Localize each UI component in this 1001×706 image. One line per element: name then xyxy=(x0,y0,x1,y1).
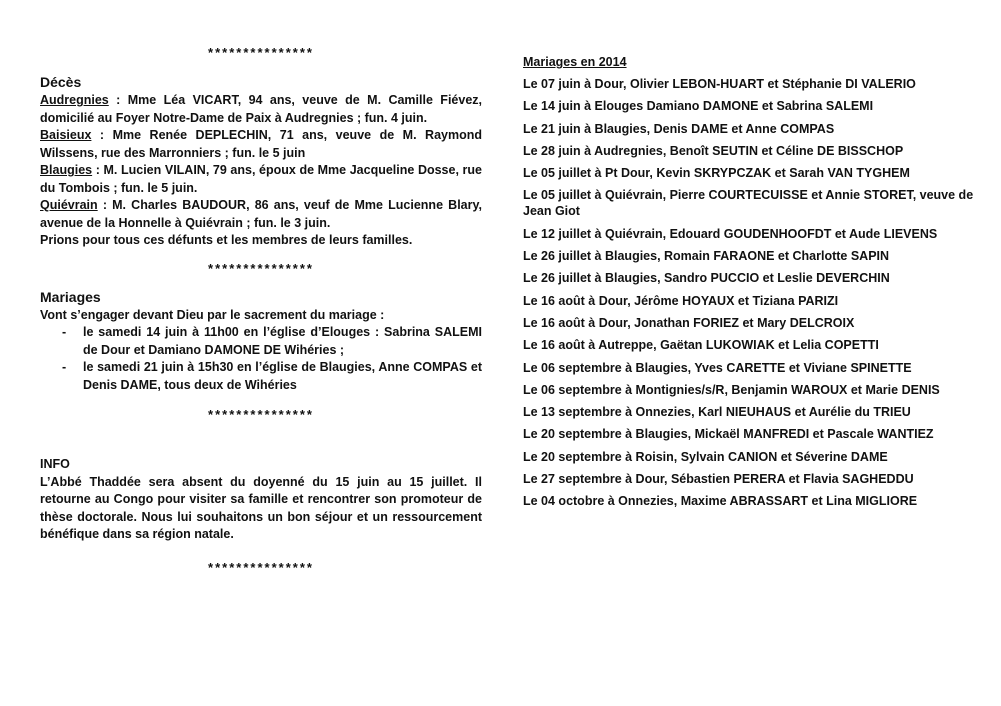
mariage-2014-item: Le 04 octobre à Onnezies, Maxime ABRASSART et Lina MIGLIORE xyxy=(523,494,918,509)
deces-text: : Mme Renée DEPLECHIN, 71 ans, veuve de M. Raymond Wilssens, rue des Marronniers ; fun. le 5 juin xyxy=(40,128,482,160)
deces-text: : M. Lucien VILAIN, 79 ans, époux de Mme Jacqueline Dosse, rue du Tombois ; fun. le 5 juin. xyxy=(40,163,482,195)
left-column xyxy=(40,44,482,577)
mariage-2014-item: Le 06 septembre à Blaugies, Yves CARETTE et Viviane SPINETTE xyxy=(523,360,912,375)
deces-text: : M. Charles BAUDOUR, 86 ans, veuf de Mme Lucienne Blary, avenue de la Honnelle à Quiévrain ; fun. le 3 juin. xyxy=(40,198,482,230)
mariage-2014-item: Le 05 juillet à Quiévrain, Pierre COURTECUISSE et Annie STORET, veuve de Jean Giot xyxy=(523,188,974,219)
deces-place: Audregnies xyxy=(40,93,109,107)
info-heading: INFO xyxy=(40,457,70,471)
mariages-intro: Vont s’engager devant Dieu par le sacrement du mariage : xyxy=(40,307,385,322)
mariage-2014-item: Le 20 septembre à Blaugies, Mickaël MANFREDI et Pascale WANTIEZ xyxy=(523,427,934,442)
dash-bullet: - xyxy=(62,360,67,374)
mariage-2014-item: Le 16 août à Dour, Jonathan FORIEZ et Mary DELCROIX xyxy=(523,315,855,330)
separator-4: *************** xyxy=(208,559,314,575)
mariages-2014-title: Mariages en 2014 xyxy=(523,55,627,69)
right-column xyxy=(523,54,983,516)
deces-text: : Mme Léa VICART, 94 ans, veuve de M. Camille Fiévez, domicilié au Foyer Notre-Dame de Paix à Audregnies ; fun. 4 juin. xyxy=(40,93,482,125)
mariage-item-1 xyxy=(40,324,482,359)
separator-2: *************** xyxy=(208,260,314,276)
deces-entry-baisieux xyxy=(40,127,482,162)
mariage-item-text: le samedi 14 juin à 11h00 en l’église d’Elouges : Sabrina SALEMI de Dour et Damiano DAMONE DE Wihéries ; xyxy=(83,325,482,357)
mariage-2014-item: Le 05 juillet à Pt Dour, Kevin SKRYPCZAK et Sarah VAN TYGHEM xyxy=(523,166,910,181)
deces-entry-blaugies xyxy=(40,162,482,197)
mariage-2014-item: Le 16 août à Autreppe, Gaëtan LUKOWIAK et Lelia COPETTI xyxy=(523,338,879,353)
mariage-2014-item: Le 14 juin à Elouges Damiano DAMONE et Sabrina SALEMI xyxy=(523,99,874,114)
deces-place: Blaugies xyxy=(40,163,93,177)
mariage-item-text: le samedi 21 juin à 15h30 en l’église de Blaugies, Anne COMPAS et Denis DAME, tous deux de Wihéries xyxy=(83,360,482,392)
mariage-2014-item: Le 06 septembre à Montignies/s/R, Benjamin WAROUX et Marie DENIS xyxy=(523,382,940,397)
mariage-2014-item: Le 26 juillet à Blaugies, Romain FARAONE et Charlotte SAPIN xyxy=(523,249,890,264)
deces-place: Baisieux xyxy=(40,128,92,142)
deces-place: Quiévrain xyxy=(40,198,98,212)
mariage-item-2 xyxy=(40,359,482,394)
mariages-heading: Mariages xyxy=(40,288,101,305)
mariage-2014-item: Le 20 septembre à Roisin, Sylvain CANION et Séverine DAME xyxy=(523,449,888,464)
info-text: L’Abbé Thaddée sera absent du doyenné du 15 juin au 15 juillet. Il retourne au Congo pour visiter sa famille et rencontrer son promoteur de thèse doctorale. Nous lui souhaitons un bon séjour et un ressourcement bénéfique dans sa région natale. xyxy=(40,474,482,541)
mariage-2014-item: Le 16 août à Dour, Jérôme HOYAUX et Tiziana PARIZI xyxy=(523,293,839,308)
mariage-2014-item: Le 28 juin à Audregnies, Benoît SEUTIN et Céline DE BISSCHOP xyxy=(523,143,904,158)
deces-entry-audregnies xyxy=(40,92,482,127)
deces-prayer: Prions pour tous ces défunts et les membres de leurs familles. xyxy=(40,233,413,247)
mariage-2014-item: Le 26 juillet à Blaugies, Sandro PUCCIO et Leslie DEVERCHIN xyxy=(523,271,890,286)
mariage-2014-item: Le 27 septembre à Dour, Sébastien PERERA et Flavia SAGHEDDU xyxy=(523,472,914,487)
dash-bullet: - xyxy=(62,325,67,339)
mariage-2014-item: Le 07 juin à Dour, Olivier LEBON-HUART et Stéphanie DI VALERIO xyxy=(523,77,916,91)
deces-entry-quievrain xyxy=(40,197,482,232)
mariage-2014-item: Le 13 septembre à Onnezies, Karl NIEUHAUS et Aurélie du TRIEU xyxy=(523,405,911,420)
separator-1: *************** xyxy=(208,45,314,60)
mariage-2014-item: Le 21 juin à Blaugies, Denis DAME et Anne COMPAS xyxy=(523,121,835,136)
deces-heading: Décès xyxy=(40,74,82,90)
mariage-2014-item: Le 12 juillet à Quiévrain, Edouard GOUDENHOOFDT et Aude LIEVENS xyxy=(523,226,938,241)
separator-3: *************** xyxy=(208,407,314,422)
